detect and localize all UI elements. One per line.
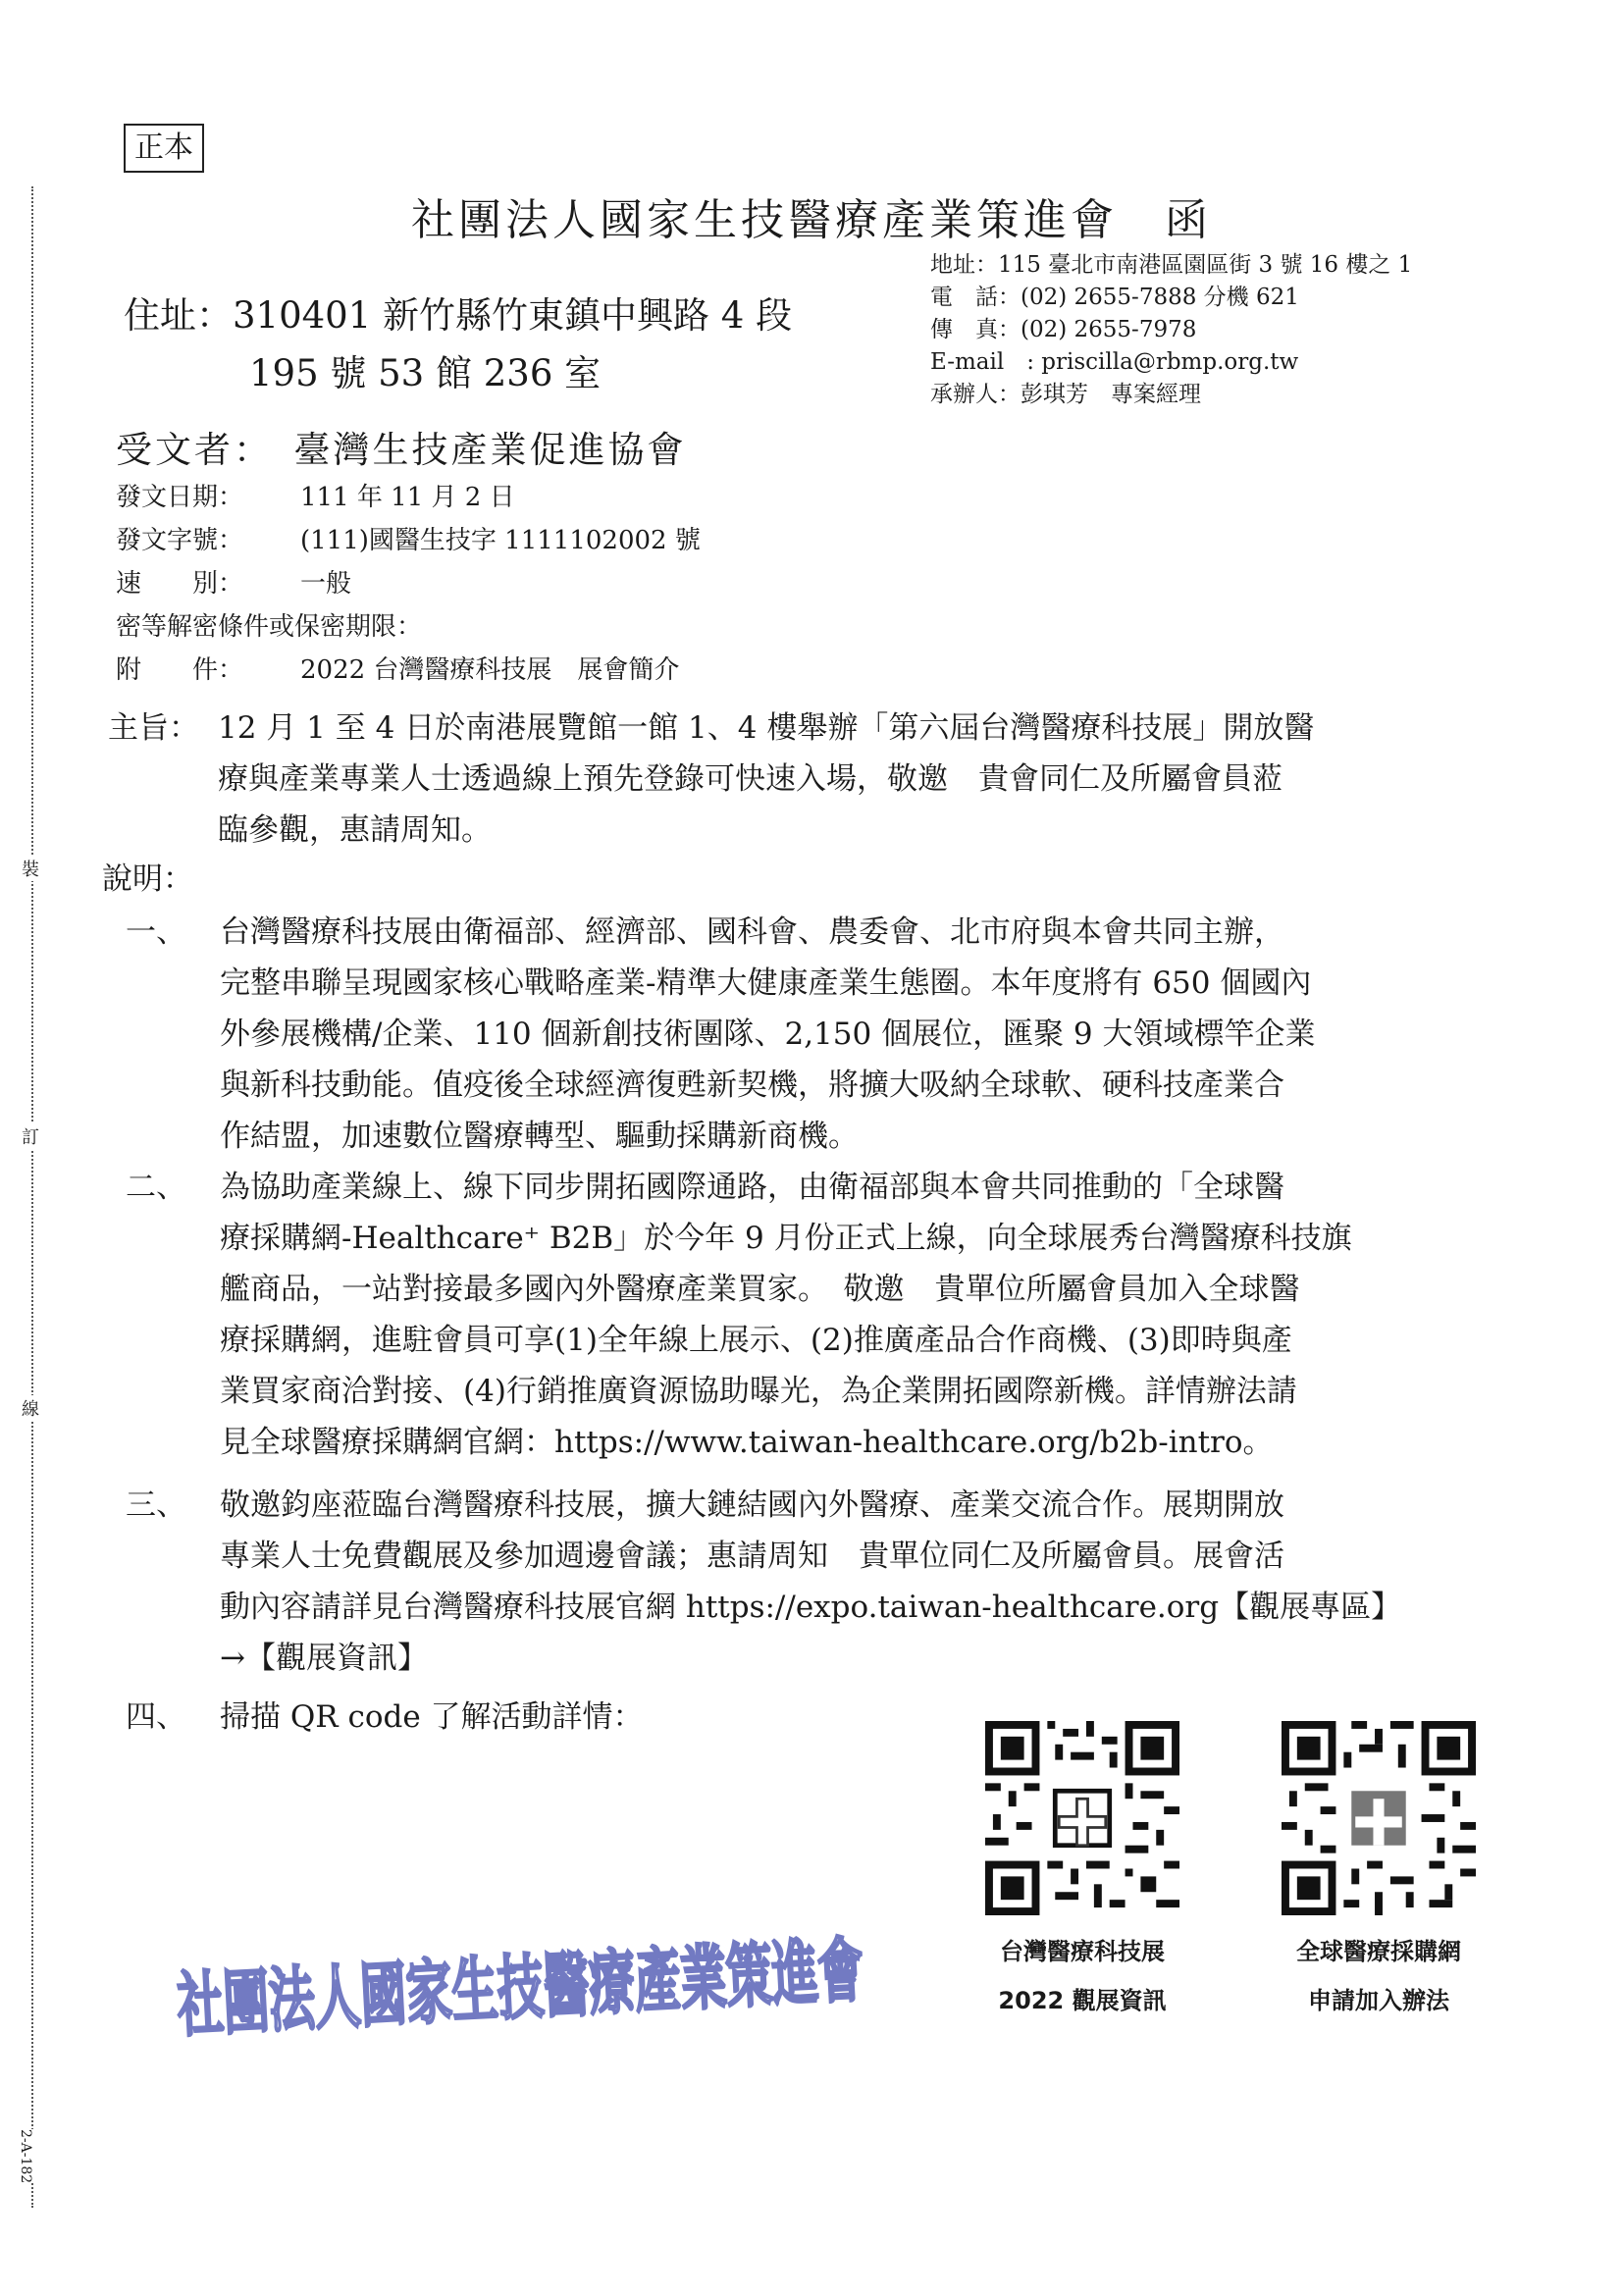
qr-label-b2b xyxy=(1238,1927,1519,2025)
meta-number-value: (111)國醫生技字 1111102002 號 xyxy=(300,526,701,555)
binding-mark-ding: 訂 xyxy=(22,1123,39,1149)
explanation-label: 說明： xyxy=(102,861,193,897)
subject-line: 12 月 1 至 4 日於南港展覽館一館 1、4 樓舉辦「第六屆台灣醫療科技展」開放醫 xyxy=(218,710,1315,746)
item-line: 見全球醫療採購網官網：https://www.taiwan-healthcare.org/b2b-intro。 xyxy=(220,1425,1274,1460)
sender-fax: 傳 真：(02) 2655-7978 xyxy=(930,317,1197,342)
item-text xyxy=(220,1162,1590,1468)
item-line: 艦商品，一站對接最多國內外醫療產業買家。 敬邀 貴單位所屬會員加入全球醫 xyxy=(220,1272,1300,1307)
binding-margin-line xyxy=(31,186,33,2208)
qr-label-b2b-line2: 申請加入辦法 xyxy=(1308,1987,1449,2014)
qr-code-expo-icon xyxy=(985,1721,1179,1915)
meta-number-label: 發文字號： xyxy=(116,526,244,555)
meta-secret xyxy=(116,606,422,643)
document-title xyxy=(0,184,1623,247)
item-line: 療採購網-Healthcare⁺ B2B」於今年 9 月份正式上線，向全球展秀台灣醫療科技旗 xyxy=(220,1221,1352,1256)
meta-attachment-label: 附 件： xyxy=(116,655,244,685)
binding-mark-zhuang: 裝 xyxy=(22,856,39,881)
subject-line: 臨參觀，惠請周知。 xyxy=(218,812,492,848)
qr-label-expo-line1: 台灣醫療科技展 xyxy=(1000,1938,1165,1965)
item-line: 與新科技動能。值疫後全球經濟復甦新契機，將擴大吸納全球軟、硬科技產業合 xyxy=(220,1068,1284,1103)
recipient-address-line1: 住址：310401 新竹縣竹東鎮中興路 4 段 xyxy=(124,294,793,337)
item-number: 三、 xyxy=(126,1487,186,1523)
organization-seal xyxy=(171,1892,873,2066)
item-line: 專業人士免費觀展及參加週邊會議；惠請周知 貴單位同仁及所屬會員。展會活 xyxy=(220,1539,1284,1574)
item-line: 外參展機構/企業、110 個新創技術團隊、2,150 個展位，匯聚 9 大領域標竿企業 xyxy=(220,1017,1316,1052)
sender-phone: 電 話：(02) 2655-7888 分機 621 xyxy=(930,285,1299,310)
sender-contact-block xyxy=(930,249,1412,411)
meta-speed xyxy=(116,563,351,600)
item-line: 為協助產業線上、線下同步開拓國際通路，由衛福部與本會共同推動的「全球醫 xyxy=(220,1170,1284,1205)
item-text xyxy=(220,1480,1590,1684)
item-line: 作結盟，加速數位醫療轉型、驅動採購新商機。 xyxy=(220,1119,859,1154)
meta-date-label: 發文日期： xyxy=(116,483,244,512)
item-line: 業買家商洽對接、(4)行銷推廣資源協助曝光，為企業開拓國際新機。詳情辦法請 xyxy=(220,1374,1297,1409)
qr-label-expo-line2: 2022 觀展資訊 xyxy=(998,1987,1167,2014)
item-number: 四、 xyxy=(126,1699,186,1735)
doc-type: 函 xyxy=(1165,195,1212,245)
item-number: 二、 xyxy=(126,1170,186,1205)
meta-attachment xyxy=(116,650,679,686)
item-text xyxy=(220,907,1590,1162)
qr-code-b2b-icon xyxy=(1282,1721,1476,1915)
sender-handler: 承辦人：彭琪芳 專案經理 xyxy=(930,382,1201,407)
item-line: 敬邀鈞座蒞臨台灣醫療科技展，擴大鏈結國內外醫療、產業交流合作。展期開放 xyxy=(220,1487,1284,1523)
meta-speed-label: 速 別： xyxy=(116,569,244,599)
meta-speed-value: 一般 xyxy=(300,569,352,599)
subject-text xyxy=(218,703,1572,856)
item-line: 動內容請詳見台灣醫療科技展官網 https://expo.taiwan-healthcare.org【觀展專區】 xyxy=(220,1590,1402,1625)
qr-label-expo xyxy=(942,1927,1223,2025)
receiver: 受文者： 臺灣生技產業促進協會 xyxy=(116,429,687,471)
meta-secret-label: 密等解密條件或保密期限： xyxy=(116,612,423,642)
item-line: 台灣醫療科技展由衛福部、經濟部、國科會、農委會、北市府與本會共同主辦， xyxy=(220,914,1284,950)
meta-date-value: 111 年 11 月 2 日 xyxy=(300,483,515,512)
subject-line: 療與產業專業人士透過線上預先登錄可快速入場，敬邀 貴會同仁及所屬會員蒞 xyxy=(218,761,1283,797)
form-code: 2-A-182 xyxy=(18,2129,33,2184)
item-line: 療採購網，進駐會員可享(1)全年線上展示、(2)推廣產品合作商機、(3)即時與產 xyxy=(220,1323,1292,1358)
subject-label: 主旨： xyxy=(108,710,199,746)
original-copy-tag: 正本 xyxy=(124,124,204,173)
binding-mark-xian: 線 xyxy=(22,1395,39,1421)
qr-code-expo[interactable] xyxy=(985,1721,1179,1919)
sender-email: E-mail : priscilla@rbmp.org.tw xyxy=(930,349,1299,375)
meta-attachment-value: 2022 台灣醫療科技展 展會簡介 xyxy=(300,655,680,685)
item-line: 掃描 QR code 了解活動詳情： xyxy=(220,1699,644,1735)
meta-number xyxy=(116,520,701,556)
issuer-name: 社團法人國家生技醫療產業策進會 xyxy=(411,195,1118,245)
item-line: →【觀展資訊】 xyxy=(220,1641,428,1676)
item-line: 完整串聯呈現國家核心戰略產業-精準大健康產業生態圈。本年度將有 650 個國內 xyxy=(220,965,1312,1001)
seal-text: 社團法人國家生技醫療產業策進會 xyxy=(175,1933,798,2047)
qr-code-b2b[interactable] xyxy=(1282,1721,1476,1919)
recipient-address-line2: 195 號 53 館 236 室 xyxy=(249,352,602,394)
meta-date xyxy=(116,477,515,513)
qr-label-b2b-line1: 全球醫療採購網 xyxy=(1296,1938,1461,1965)
sender-address: 地址：115 臺北市南港區園區街 3 號 16 樓之 1 xyxy=(930,252,1413,278)
item-number: 一、 xyxy=(126,914,186,950)
